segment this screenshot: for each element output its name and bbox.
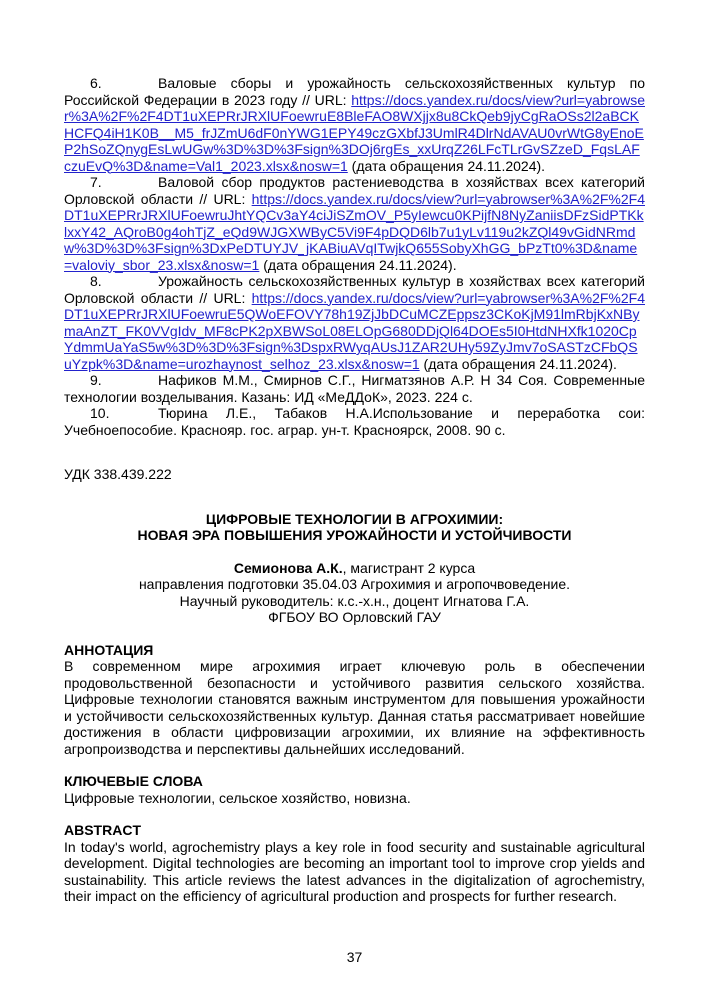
article-title: [64, 511, 645, 544]
keywords-heading: КЛЮЧЕВЫЕ СЛОВА: [64, 773, 203, 789]
reference-8-url-link[interactable]: https://docs.yandex.ru/docs/view?url=yabrowser%3A%2F%2F4DT1uXEPRrJRXlUFoewruE5QWoEFOVY78h19ZjJbDCuMCZEppsz3CKoKjM91lmRbjKxNBymaAnZT_FK0VVgIdv_MF8cPK2pXBWSoL08ELOpG680DDjQl64DOEs5I0HtdNHXfk1020CpYdmmUaYaS5w%3D%3D%3Fsign%3DspxRWyqAUsJ1ZAR2UHy59ZyJmv7oSASTzCFbQSuYzpk%3D&name=urozhaynost_selhoz_23.xlsx&nosw=1: [64, 289, 645, 372]
reference-7-date: (дата обращения 24.11.2024).: [259, 256, 457, 273]
author-role: , магистрант 2 курса: [342, 559, 476, 576]
reference-10-number: 10.: [90, 405, 110, 421]
article-title-line1: ЦИФРОВЫЕ ТЕХНОЛОГИИ В АГРОХИМИИ:: [205, 510, 504, 527]
annotation-body: В современном мире агрохимия играет ключевую роль в обеспечении продовольственной безопасности и устойчивого развития сельского хозяйства. Цифровые технологии становятся важным инструментом для повышения урожайности и устойчивости сельскохозяйственных культур. Данная статья рассматривает новейшие достижения в области цифровизации агрохимии, их влияние на эффективность агропроизводства и перспективы дальнейших исследований.: [64, 658, 645, 757]
abstract-heading: ABSTRACT: [64, 822, 141, 838]
reference-8: [64, 273, 645, 372]
reference-8-number: 8.: [90, 273, 102, 289]
reference-6: [64, 75, 645, 174]
reference-9-number: 9.: [90, 372, 102, 388]
abstract-body: In today's world, agrochemistry plays a key role in food security and sustainable agricultural development. Digital technologies are becoming an important tool to improve crop yields and sustainability. This article reviews the latest advances in the digitalization of agrochemistry, their impact on the efficiency of agricultural production and prospects for further research.: [64, 838, 645, 904]
reference-6-number: 6.: [90, 75, 102, 91]
udk-code: УДК 338.439.222: [64, 466, 172, 482]
reference-7-number: 7.: [90, 174, 102, 190]
author-advisor: Научный руководитель: к.с.-х.н., доцент Игнатова Г.А.: [179, 592, 530, 609]
reference-8-date: (дата обращения 24.11.2024).: [419, 355, 617, 372]
author-university: ФГБОУ ВО Орловский ГАУ: [268, 609, 441, 625]
reference-7: [64, 174, 645, 273]
page-content: [64, 75, 645, 905]
page-number: 37: [346, 948, 363, 965]
author-line: [64, 560, 645, 577]
reference-7-text: Валовой сбор продуктов растениеводства в хозяйствах всех категорий Орловской области // URL:: [64, 174, 645, 207]
article-title-line2: НОВАЯ ЭРА ПОВЫШЕНИЯ УРОЖАЙНОСТИ И УСТОЙЧИВОСТИ: [137, 527, 572, 543]
author-program: направления подготовки 35.04.03 Агрохимия и агропочвоведение.: [138, 576, 571, 592]
annotation-heading: АННОТАЦИЯ: [64, 641, 154, 658]
keywords-body: Цифровые технологии, сельское хозяйство, новизна.: [64, 789, 411, 806]
reference-10: [64, 405, 645, 438]
reference-6-date: (дата обращения 24.11.2024).: [347, 157, 546, 174]
author-name: Семионова А.К.: [233, 559, 343, 576]
reference-9-text: Нафиков М.М., Смирнов С.Г., Нигматзянов А.Р. Н 34 Соя. Современные технологии возделывания. Казань: ИД «МеДДоК», 2023. 224 с.: [64, 372, 645, 405]
reference-7-url-link[interactable]: https://docs.yandex.ru/docs/view?url=yabrowser%3A%2F%2F4DT1uXEPRrJRXlUFoewruJhtYQCv3aY4ciJiSZmOV_P5yIewcu0KPijfN8NyZaniisDFzSidPTKklxxY42_AQroB0g4ohTjZ_eQd9WJGXWByC5Vi9F4pDQD6lb7u1yLv119u2kZQl49vGidNRmdw%3D%3D%3Fsign%3DxPeDTUYJV_jKABiuAVqITwjkQ655SobyXhGG_bPzTt0%3D&name=valoviy_sbor_23.xlsx&nosw=1: [64, 190, 645, 273]
reference-6-text: Валовые сборы и урожайность сельскохозяйственных культур по Российской Федерации в 2023 году // URL:: [64, 75, 645, 108]
reference-10-text: Тюрина Л.Е., Табаков Н.А.Использование и переработка сои: Учебноепособие. Краснояр. гос. аграр. ун-т. Красноярск, 2008. 90 с.: [64, 405, 645, 438]
reference-8-text: Урожайность сельскохозяйственных культур в хозяйствах всех категорий Орловской области // URL:: [64, 273, 645, 306]
author-block: [64, 560, 645, 626]
reference-9: [64, 372, 645, 405]
reference-6-url-link[interactable]: https://docs.yandex.ru/docs/view?url=yabrowser%3A%2F%2F4DT1uXEPRrJRXlUFoewruE8BleFAO8WXjjx8u8CkQeb9jyCgRaOSs2l2aBCKHCFQ4iH1K0B__M5_frJZmU6dF0nYWG1EPY49czGXbfJ3UmlR4DlrNdAVAU0vrWtG8yEnoEP2hSoZQnygEsLwUGw%3D%3D%3Fsign%3DOj6rgEs_xxUrqZ26LFcTLrGvSZzeD_FqsLAFczuEvQ%3D&name=Val1_2023.xlsx&nosw=1: [64, 91, 645, 174]
